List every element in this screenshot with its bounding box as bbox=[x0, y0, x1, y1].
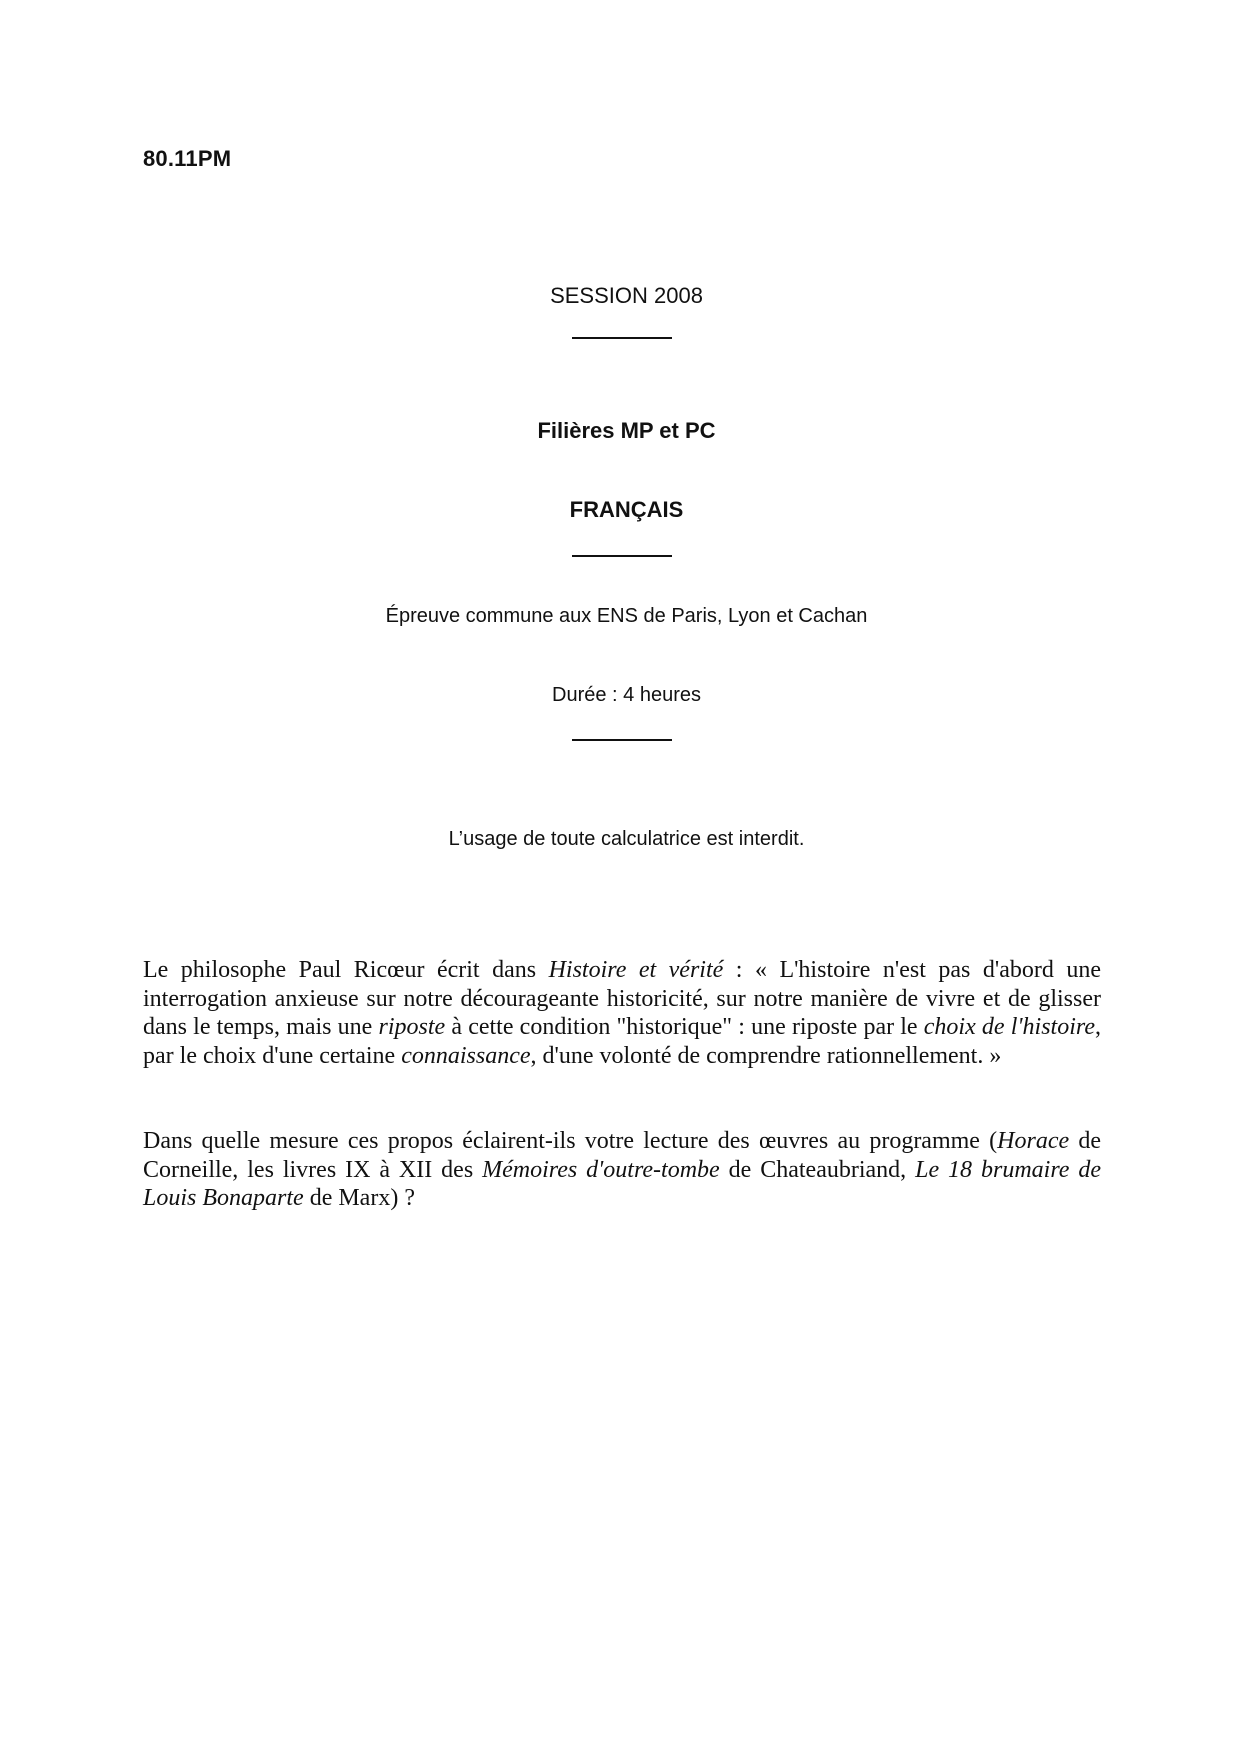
text-run: à cette condition "historique" : une riposte par le bbox=[445, 1014, 924, 1040]
duration-text: Durée : 4 heures bbox=[552, 684, 701, 706]
text-run: : « L'histoire n'est pas d'abord une interrogation anxieuse sur notre décourageante historicité, sur notre manière de vivre et de glisser dans le temps, mais une bbox=[143, 957, 1101, 1040]
calculator-rule-text: L’usage de toute calculatrice est interdit. bbox=[448, 828, 805, 850]
text-run: de Marx) ? bbox=[303, 1185, 415, 1211]
session-line bbox=[0, 283, 1243, 309]
epreuve-text: Épreuve commune aux ENS de Paris, Lyon et Cachan bbox=[385, 605, 868, 627]
epreuve-line bbox=[0, 605, 1243, 628]
italic-term: choix de l'histoire bbox=[923, 1014, 1095, 1040]
italic-title: Mémoires d'outre-tombe bbox=[482, 1156, 720, 1183]
italic-title: Horace bbox=[997, 1128, 1070, 1154]
text-run: , d'une volonté de comprendre rationnellement. » bbox=[530, 1042, 1002, 1069]
question-paragraph bbox=[143, 1127, 1101, 1213]
subject-title: FRANÇAIS bbox=[569, 497, 684, 522]
italic-title: Le 18 brumaire de Louis Bonaparte bbox=[143, 1156, 1102, 1211]
session-title: SESSION 2008 bbox=[550, 283, 703, 308]
text-run: Le philosophe Paul Ricœur écrit dans bbox=[143, 957, 549, 983]
divider-rule bbox=[572, 739, 672, 741]
text-run: de Chateaubriand, bbox=[719, 1156, 916, 1183]
filieres-title: Filières MP et PC bbox=[537, 418, 716, 443]
text-run: Dans quelle mesure ces propos éclairent-ils votre lecture des œuvres au programme ( bbox=[143, 1128, 998, 1154]
text-run: de Corneille, les livres IX à XII des bbox=[143, 1128, 1101, 1183]
calculator-rule-line bbox=[0, 828, 1243, 851]
exam-code: 80.11PM bbox=[143, 146, 232, 171]
italic-title: Histoire et vérité bbox=[548, 957, 724, 983]
divider-rule bbox=[572, 337, 672, 339]
text-run: , par le choix d'une certaine bbox=[143, 1014, 1101, 1069]
italic-term: connaissance bbox=[401, 1042, 531, 1069]
duration-line bbox=[0, 684, 1243, 707]
filieres-line bbox=[0, 418, 1243, 444]
divider-rule bbox=[572, 555, 672, 557]
subject-line bbox=[0, 497, 1243, 523]
italic-term: riposte bbox=[378, 1014, 446, 1040]
quote-paragraph bbox=[143, 956, 1101, 1070]
